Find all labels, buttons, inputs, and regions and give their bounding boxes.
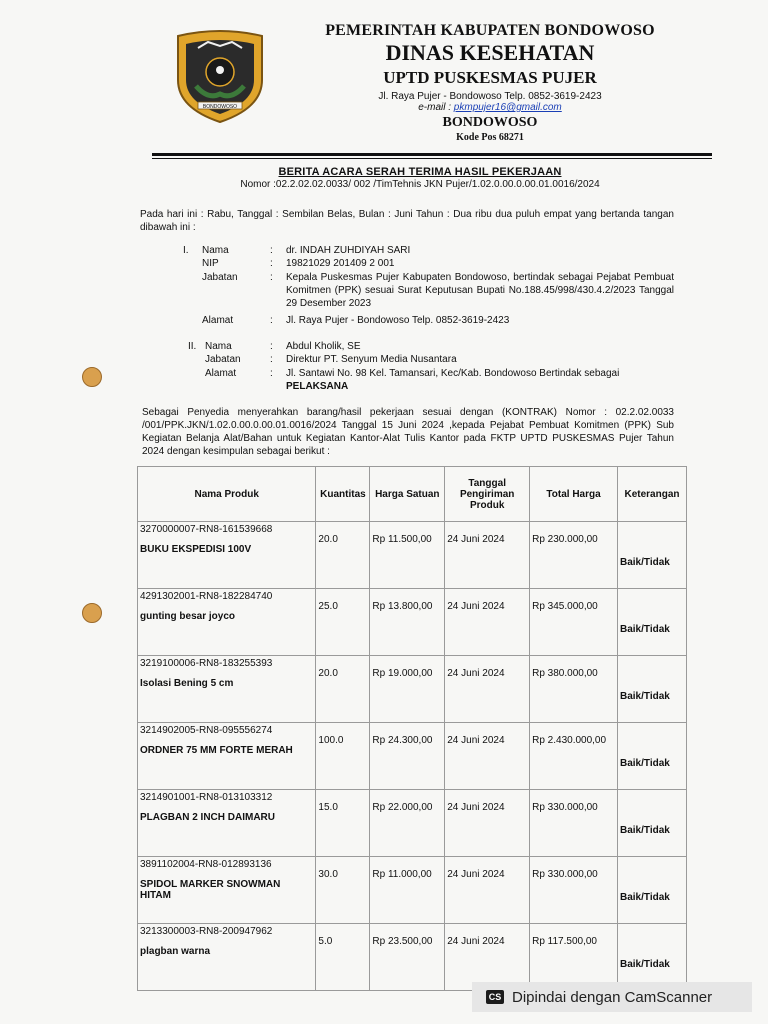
- date-cell: 24 Juni 2024: [445, 857, 530, 924]
- letterhead-postcode: Kode Pos 68271: [456, 132, 524, 143]
- party2-nama-label: Nama: [205, 341, 232, 352]
- handover-paragraph: Sebagai Penyedia menyerahkan barang/hasil pekerjaan sesuai dengan (KONTRAK) Nomor : 02.2.02.0033 /001/PPK.JKN/1.02.0.00.0.00.01.0016/2024 Tanggal 15 Juni 2024 ,kepada Pejabat Pembuat Komitmen (PPK) Sub Kegiatan Belanja Alat/Bahan untuk Kegiatan Kantor-Alat Tulis Kantor pada FKTP UPTD PUSKESMAS Pujer Tahun 2024 dengan kesimpulan sebagai berikut :: [142, 407, 674, 457]
- price-cell: Rp 11.000,00: [370, 857, 445, 924]
- email-link[interactable]: pkmpujer16@gmail.com: [453, 102, 562, 113]
- product-cell: [138, 589, 316, 656]
- header-rule-thick: [152, 153, 712, 156]
- product-name: SPIDOL MARKER SNOWMAN HITAM: [140, 879, 281, 901]
- date-cell: 24 Juni 2024: [445, 589, 530, 656]
- colon: :: [270, 315, 273, 326]
- letterhead: [300, 20, 680, 143]
- colon: :: [270, 341, 273, 352]
- colon: :: [270, 258, 273, 269]
- colon: :: [270, 368, 273, 379]
- colon: :: [270, 354, 273, 365]
- column-header: Tanggal Pengiriman Produk: [445, 467, 530, 522]
- date-cell: 24 Juni 2024: [445, 790, 530, 857]
- punch-hole: [82, 367, 102, 387]
- letterhead-email: e-mail : pkmpujer16@gmail.com: [418, 102, 562, 113]
- product-cell: [138, 656, 316, 723]
- party1-nama: dr. INDAH ZUHDIYAH SARI: [286, 245, 411, 256]
- quantity-cell: 15.0: [316, 790, 370, 857]
- party2-alamat-label: Alamat: [205, 368, 237, 379]
- table-row: [138, 656, 687, 723]
- table-row: [138, 522, 687, 589]
- letterhead-line3: UPTD PUSKESMAS PUJER: [383, 68, 597, 87]
- product-cell: [138, 723, 316, 790]
- price-cell: Rp 11.500,00: [370, 522, 445, 589]
- total-cell: Rp 380.000,00: [530, 656, 618, 723]
- column-header: Keterangan: [617, 467, 686, 522]
- party1-nip-label: NIP: [202, 258, 219, 269]
- party2-number: II.: [188, 341, 197, 352]
- table-row: [138, 589, 687, 656]
- ket-cell: Baik/Tidak: [617, 656, 686, 723]
- party1-jabatan-label: Jabatan: [202, 272, 238, 283]
- quantity-cell: 20.0: [316, 522, 370, 589]
- table-row: [138, 924, 687, 991]
- product-name: BUKU EKSPEDISI 100V: [140, 544, 252, 555]
- party2-jabatan: Direktur PT. Senyum Media Nusantara: [286, 354, 457, 365]
- party1-nip: 19821029 201409 2 001: [286, 258, 395, 269]
- document-number: Nomor :02.2.02.02.0033/ 002 /TimTehnis JKN Pujer/1.02.0.00.0.00.01.0016/2024: [240, 179, 600, 190]
- total-cell: Rp 2.430.000,00: [530, 723, 618, 790]
- camscanner-logo-icon: CS: [486, 990, 504, 1004]
- ket-cell: Baik/Tidak: [617, 857, 686, 924]
- document-title: BERITA ACARA SERAH TERIMA HASIL PEKERJAAN: [278, 166, 562, 178]
- table-header-row: [138, 467, 687, 522]
- colon: :: [270, 272, 273, 283]
- product-name: Isolasi Bening 5 cm: [140, 678, 234, 689]
- letterhead-city: BONDOWOSO: [442, 115, 538, 130]
- ket-cell: Baik/Tidak: [617, 790, 686, 857]
- svg-text:BONDOWOSO: BONDOWOSO: [202, 104, 238, 110]
- product-cell: [138, 522, 316, 589]
- product-code: 4291302001-RN8-182284740: [140, 591, 273, 602]
- product-code: 3219100006-RN8-183255393: [140, 658, 273, 669]
- table-row: [138, 723, 687, 790]
- product-code: 3891102004-RN8-012893136: [140, 859, 272, 870]
- product-cell: [138, 924, 316, 991]
- quantity-cell: 30.0: [316, 857, 370, 924]
- total-cell: Rp 330.000,00: [530, 790, 618, 857]
- table-row: [138, 857, 687, 924]
- opening-text: Pada hari ini : Rabu, Tanggal : Sembilan Belas, Bulan : Juni Tahun : Dua ribu dua puluh empat yang bertanda tangan dibawah ini :: [140, 209, 674, 233]
- product-name: gunting besar joyco: [140, 611, 236, 622]
- product-name: ORDNER 75 MM FORTE MERAH: [140, 745, 293, 756]
- ket-cell: Baik/Tidak: [617, 924, 686, 991]
- ket-cell: Baik/Tidak: [617, 589, 686, 656]
- date-cell: 24 Juni 2024: [445, 924, 530, 991]
- party2-nama: Abdul Kholik, SE: [286, 341, 361, 352]
- colon: :: [270, 245, 273, 256]
- product-code: 3270000007-RN8-161539668: [140, 524, 273, 535]
- party2-alamat: Jl. Santawi No. 98 Kel. Tamansari, Kec/Kab. Bondowoso Bertindak sebagai: [286, 368, 620, 379]
- ket-cell: Baik/Tidak: [617, 522, 686, 589]
- party1-alamat-label: Alamat: [202, 315, 234, 326]
- quantity-cell: 5.0: [316, 924, 370, 991]
- quantity-cell: 100.0: [316, 723, 370, 790]
- party1-nama-label: Nama: [202, 245, 229, 256]
- quantity-cell: 25.0: [316, 589, 370, 656]
- punch-hole: [82, 603, 102, 623]
- party1-number: I.: [183, 245, 189, 256]
- product-name: plagban warna: [140, 946, 211, 957]
- product-cell: [138, 790, 316, 857]
- price-cell: Rp 24.300,00: [370, 723, 445, 790]
- date-cell: 24 Juni 2024: [445, 723, 530, 790]
- total-cell: Rp 330.000,00: [530, 857, 618, 924]
- price-cell: Rp 22.000,00: [370, 790, 445, 857]
- header-rule-thin: [152, 158, 712, 159]
- total-cell: Rp 117.500,00: [530, 924, 618, 991]
- letterhead-line2: DINAS KESEHATAN: [385, 40, 595, 65]
- product-cell: [138, 857, 316, 924]
- column-header: Harga Satuan: [370, 467, 445, 522]
- total-cell: Rp 345.000,00: [530, 589, 618, 656]
- camscanner-watermark: [472, 982, 752, 1012]
- product-code: 3214902005-RN8-095556274: [140, 725, 273, 736]
- ket-cell: Baik/Tidak: [617, 723, 686, 790]
- price-cell: Rp 19.000,00: [370, 656, 445, 723]
- party2-jabatan-label: Jabatan: [205, 354, 241, 365]
- party1-alamat: Jl. Raya Pujer - Bondowoso Telp. 0852-3619-2423: [286, 315, 510, 326]
- total-cell: Rp 230.000,00: [530, 522, 618, 589]
- table-row: [138, 790, 687, 857]
- date-cell: 24 Juni 2024: [445, 522, 530, 589]
- quantity-cell: 20.0: [316, 656, 370, 723]
- camscanner-text: Dipindai dengan CamScanner: [512, 988, 713, 1006]
- items-table: [137, 466, 687, 991]
- product-name: PLAGBAN 2 INCH DAIMARU: [140, 812, 275, 823]
- column-header: Nama Produk: [138, 467, 316, 522]
- product-code: 3214901001-RN8-013103312: [140, 792, 273, 803]
- price-cell: Rp 13.800,00: [370, 589, 445, 656]
- product-code: 3213300003-RN8-200947962: [140, 926, 273, 937]
- column-header: Total Harga: [530, 467, 618, 522]
- bondowoso-emblem-icon: [168, 28, 272, 124]
- party2-role: PELAKSANA: [286, 381, 349, 392]
- letterhead-address: Jl. Raya Pujer - Bondowoso Telp. 0852-3619-2423: [378, 91, 602, 102]
- date-cell: 24 Juni 2024: [445, 656, 530, 723]
- letterhead-line1: PEMERINTAH KABUPATEN BONDOWOSO: [325, 22, 655, 39]
- party1-jabatan: Kepala Puskesmas Pujer Kabupaten Bondowoso, bertindak sebagai Pejabat Pembuat Komitmen (PPK) sesuai Surat Keputusan Bupati No.188.45/998/430.4.2/2023 Tanggal 29 Desember 2023: [286, 272, 674, 309]
- price-cell: Rp 23.500,00: [370, 924, 445, 991]
- column-header: Kuantitas: [316, 467, 370, 522]
